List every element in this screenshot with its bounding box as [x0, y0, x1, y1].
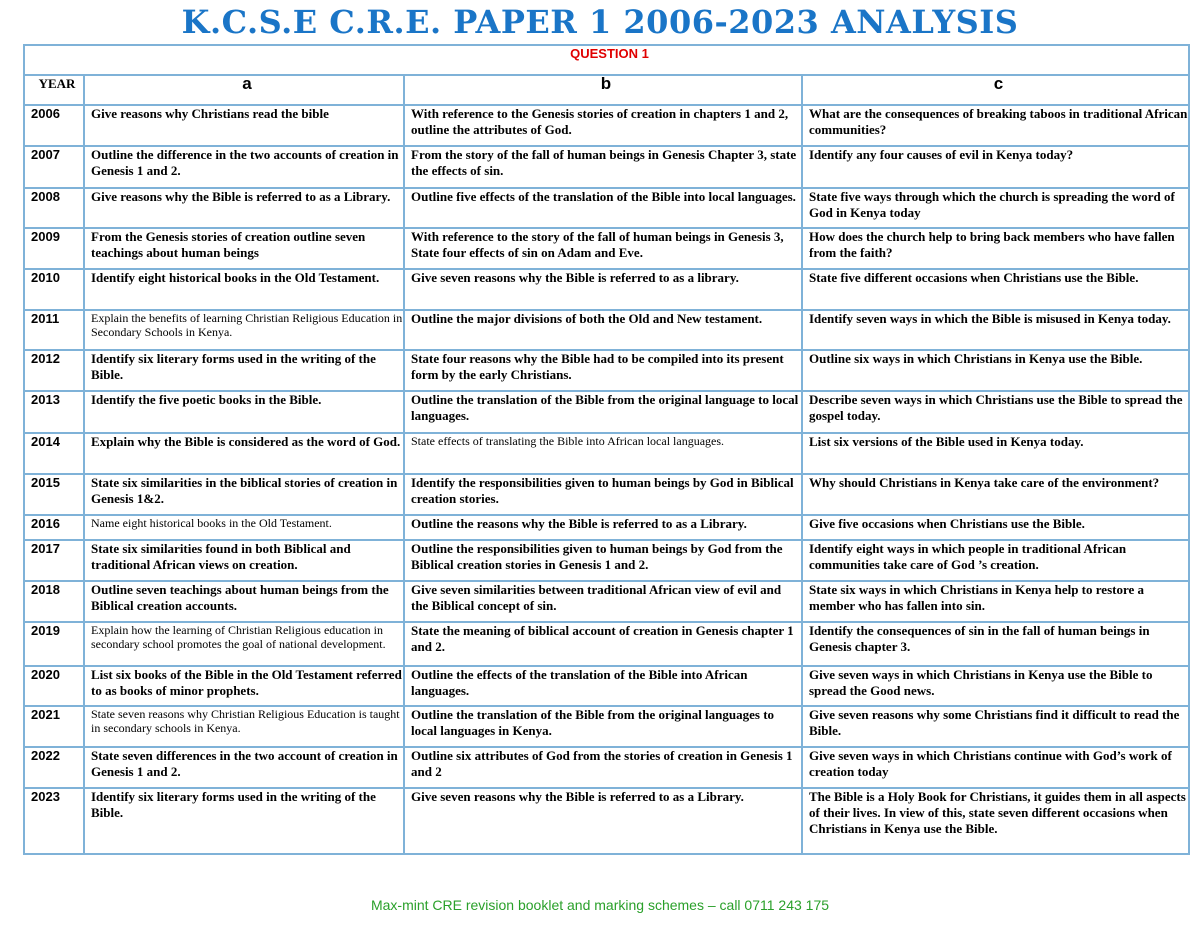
footer-note: Max-mint CRE revision booklet and marking schemes – call 0711 243 175: [370, 897, 830, 913]
column-c-header: c: [802, 75, 1189, 105]
year-cell: 2006: [24, 105, 84, 146]
question-a-cell: Identify six literary forms used in the writing of the Bible.: [84, 350, 404, 391]
year-cell: 2013: [24, 391, 84, 433]
table-row: [24, 788, 1189, 854]
question-a-cell: Give reasons why Christians read the bible: [84, 105, 404, 146]
question-b-cell: Identify the responsibilities given to human beings by God in Biblical creation stories.: [404, 474, 802, 515]
question-c-cell: Identify any four causes of evil in Kenya today?: [802, 146, 1189, 188]
table-row: [24, 747, 1189, 788]
table-row: [24, 391, 1189, 433]
table-row: [24, 310, 1189, 350]
question-label: QUESTION 1: [24, 45, 1189, 75]
year-cell: 2017: [24, 540, 84, 581]
question-a-cell: Outline the difference in the two accounts of creation in Genesis 1 and 2.: [84, 146, 404, 188]
question-b-cell: Give seven reasons why the Bible is referred to as a Library.: [404, 788, 802, 854]
question-a-cell: Identify six literary forms used in the writing of the Bible.: [84, 788, 404, 854]
page-title: K.C.S.E C.R.E. PAPER 1 2006-2023 ANALYSIS: [181, 3, 1019, 41]
question-c-cell: Identify the consequences of sin in the fall of human beings in Genesis chapter 3.: [802, 622, 1189, 666]
question-c-cell: What are the consequences of breaking taboos in traditional African communities?: [802, 105, 1189, 146]
table-row: [24, 105, 1189, 146]
table-row: [24, 146, 1189, 188]
question-b-cell: State four reasons why the Bible had to be compiled into its present form by the early Christians.: [404, 350, 802, 391]
question-a-cell: Explain why the Bible is considered as the word of God.: [84, 433, 404, 474]
question-c-cell: Outline six ways in which Christians in Kenya use the Bible.: [802, 350, 1189, 391]
year-cell: 2014: [24, 433, 84, 474]
table-row: [24, 188, 1189, 228]
question-b-cell: Outline the translation of the Bible from the original language to local languages.: [404, 391, 802, 433]
question-a-cell: State six similarities found in both Biblical and traditional African views on creation.: [84, 540, 404, 581]
question-a-cell: From the Genesis stories of creation outline seven teachings about human beings: [84, 228, 404, 269]
question-a-cell: Identify eight historical books in the Old Testament.: [84, 269, 404, 310]
year-cell: 2023: [24, 788, 84, 854]
question-header-row: [24, 45, 1189, 75]
question-c-cell: How does the church help to bring back members who have fallen from the faith?: [802, 228, 1189, 269]
question-c-cell: Identify seven ways in which the Bible is misused in Kenya today.: [802, 310, 1189, 350]
question-a-cell: State six similarities in the biblical stories of creation in Genesis 1&2.: [84, 474, 404, 515]
table-row: [24, 433, 1189, 474]
question-c-cell: Identify eight ways in which people in traditional African communities take care of God ’s creation.: [802, 540, 1189, 581]
question-c-cell: State five ways through which the church is spreading the word of God in Kenya today: [802, 188, 1189, 228]
question-c-cell: The Bible is a Holy Book for Christians, it guides them in all aspects of their lives. In view of this, state seven different occasions when Christians in Kenya use the Bible.: [802, 788, 1189, 854]
question-b-cell: Give seven similarities between traditional African view of evil and the Biblical concept of sin.: [404, 581, 802, 622]
year-cell: 2021: [24, 706, 84, 747]
year-cell: 2018: [24, 581, 84, 622]
table-row: [24, 622, 1189, 666]
question-c-cell: Give five occasions when Christians use the Bible.: [802, 515, 1189, 540]
question-a-cell: Name eight historical books in the Old Testament.: [84, 515, 404, 540]
question-a-cell: List six books of the Bible in the Old Testament referred to as books of minor prophets.: [84, 666, 404, 706]
question-a-cell: Identify the five poetic books in the Bible.: [84, 391, 404, 433]
column-header-row: [24, 75, 1189, 105]
question-b-cell: Outline the effects of the translation of the Bible into African languages.: [404, 666, 802, 706]
column-b-header: b: [404, 75, 802, 105]
year-cell: 2022: [24, 747, 84, 788]
year-cell: 2015: [24, 474, 84, 515]
table-row: [24, 228, 1189, 269]
question-a-cell: State seven reasons why Christian Religious Education is taught in secondary schools in Kenya.: [84, 706, 404, 747]
year-cell: 2008: [24, 188, 84, 228]
question-c-cell: Give seven reasons why some Christians find it difficult to read the Bible.: [802, 706, 1189, 747]
question-b-cell: With reference to the story of the fall of human beings in Genesis 3, State four effects of sin on Adam and Eve.: [404, 228, 802, 269]
year-column-header: YEAR: [24, 75, 84, 105]
question-c-cell: Why should Christians in Kenya take care of the environment?: [802, 474, 1189, 515]
question-b-cell: With reference to the Genesis stories of creation in chapters 1 and 2, outline the attributes of God.: [404, 105, 802, 146]
table-row: [24, 666, 1189, 706]
year-cell: 2012: [24, 350, 84, 391]
question-b-cell: Outline five effects of the translation of the Bible into local languages.: [404, 188, 802, 228]
question-b-cell: Give seven reasons why the Bible is referred to as a library.: [404, 269, 802, 310]
year-cell: 2019: [24, 622, 84, 666]
year-cell: 2007: [24, 146, 84, 188]
question-c-cell: State five different occasions when Christians use the Bible.: [802, 269, 1189, 310]
year-cell: 2010: [24, 269, 84, 310]
table-row: [24, 350, 1189, 391]
question-a-cell: State seven differences in the two account of creation in Genesis 1 and 2.: [84, 747, 404, 788]
question-b-cell: State effects of translating the Bible into African local languages.: [404, 433, 802, 474]
question-a-cell: Explain how the learning of Christian Religious education in secondary school promotes the goal of national development.: [84, 622, 404, 666]
question-b-cell: Outline the responsibilities given to human beings by God from the Biblical creation stories in Genesis 1 and 2.: [404, 540, 802, 581]
question-c-cell: Give seven ways in which Christians continue with God’s work of creation today: [802, 747, 1189, 788]
table-row: [24, 540, 1189, 581]
question-c-cell: Give seven ways in which Christians in Kenya use the Bible to spread the Good news.: [802, 666, 1189, 706]
table-row: [24, 581, 1189, 622]
question-b-cell: State the meaning of biblical account of creation in Genesis chapter 1 and 2.: [404, 622, 802, 666]
question-b-cell: Outline the reasons why the Bible is referred to as a Library.: [404, 515, 802, 540]
question-c-cell: Describe seven ways in which Christians use the Bible to spread the gospel today.: [802, 391, 1189, 433]
table-row: [24, 515, 1189, 540]
year-cell: 2009: [24, 228, 84, 269]
question-b-cell: Outline six attributes of God from the stories of creation in Genesis 1 and 2: [404, 747, 802, 788]
question-c-cell: List six versions of the Bible used in Kenya today.: [802, 433, 1189, 474]
question-b-cell: Outline the translation of the Bible from the original languages to local languages in Kenya.: [404, 706, 802, 747]
table-row: [24, 706, 1189, 747]
year-cell: 2016: [24, 515, 84, 540]
table-row: [24, 474, 1189, 515]
question-a-cell: Explain the benefits of learning Christian Religious Education in Secondary Schools in Kenya.: [84, 310, 404, 350]
year-cell: 2020: [24, 666, 84, 706]
column-a-header: a: [84, 75, 404, 105]
question-a-cell: Give reasons why the Bible is referred to as a Library.: [84, 188, 404, 228]
table-body: [24, 105, 1189, 854]
question-a-cell: Outline seven teachings about human beings from the Biblical creation accounts.: [84, 581, 404, 622]
analysis-table: [23, 44, 1190, 855]
table-row: [24, 269, 1189, 310]
question-c-cell: State six ways in which Christians in Kenya help to restore a member who has fallen into sin.: [802, 581, 1189, 622]
question-b-cell: Outline the major divisions of both the Old and New testament.: [404, 310, 802, 350]
year-cell: 2011: [24, 310, 84, 350]
question-b-cell: From the story of the fall of human beings in Genesis Chapter 3, state the effects of sin.: [404, 146, 802, 188]
